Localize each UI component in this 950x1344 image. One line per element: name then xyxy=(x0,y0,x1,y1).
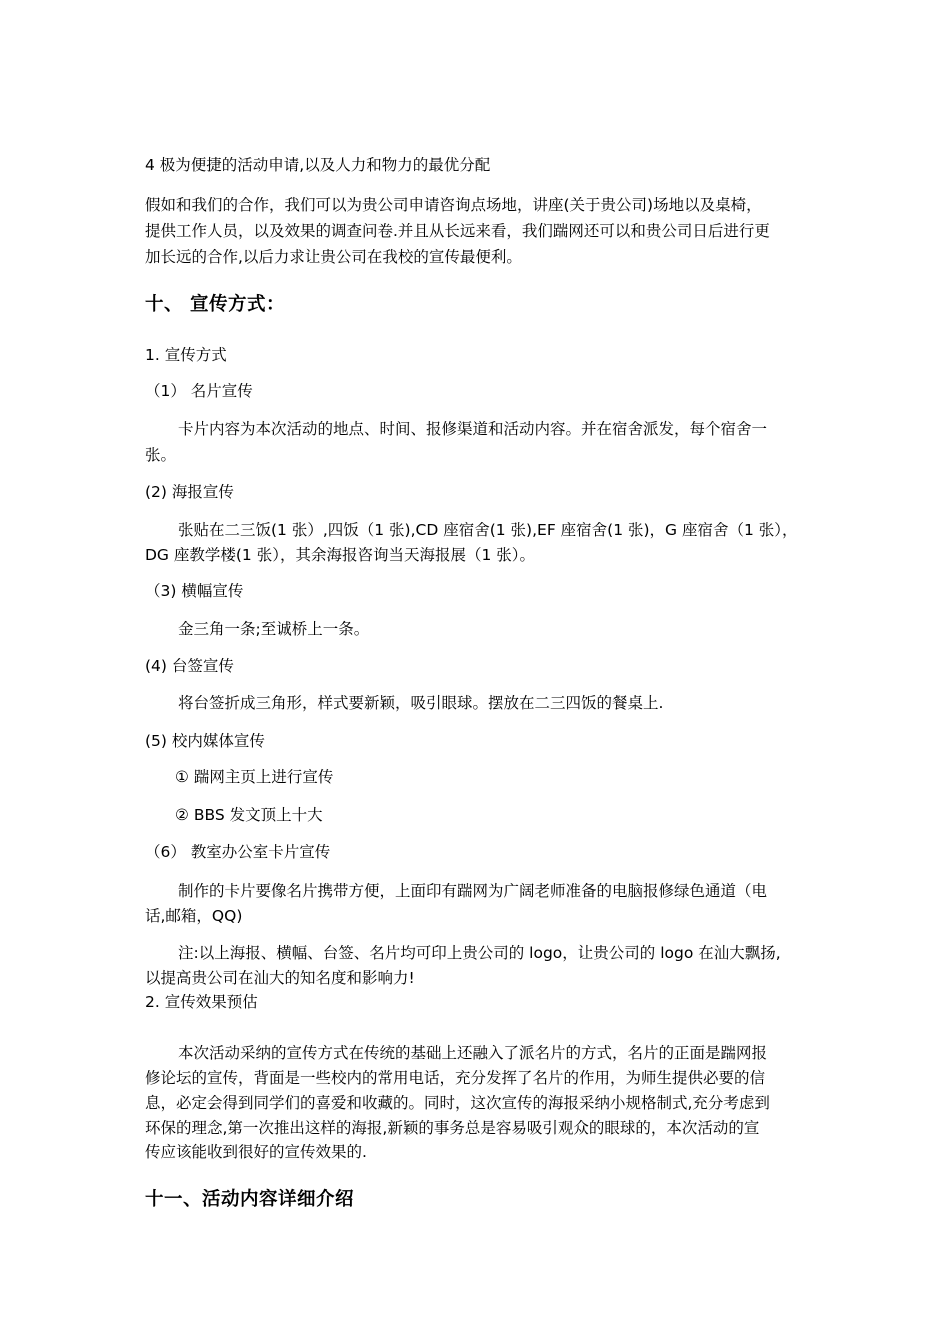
item-6-line-2: 话,邮箱，QQ) xyxy=(145,907,243,925)
subsection-1-title: 1. 宣传方式 xyxy=(145,346,227,364)
section-heading-10: 十、 宣传方式： xyxy=(145,294,285,315)
item-4-title: (4) 台签宣传 xyxy=(145,657,234,675)
item-2-title: (2) 海报宣传 xyxy=(145,483,234,501)
item-4-line-1: 将台签折成三角形，样式要新颖，吸引眼球。摆放在二三四饭的餐桌上. xyxy=(178,694,664,712)
list-point-4: 4 极为便捷的活动申请,以及人力和物力的最优分配 xyxy=(145,156,491,174)
note-line-1: 注:以上海报、横幅、台签、名片均可印上贵公司的 logo，让贵公司的 logo 在汕大飘扬, xyxy=(178,944,781,962)
item-3-line-1: 金三角一条;至诚桥上一条。 xyxy=(178,620,370,638)
item-5-title: (5) 校内媒体宣传 xyxy=(145,732,265,750)
item-2-line-1: 张贴在二三饭(1 张）,四饭（1 张),CD 座宿舍(1 张),EF 座宿舍(1 张)，G 座宿舍（1 张）， xyxy=(178,521,798,539)
effect-line-4: 环保的理念,第一次推出这样的海报,新颖的事务总是容易吸引观众的眼球的，本次活动的宣 xyxy=(145,1119,760,1137)
effect-line-2: 修论坛的宣传，背面是一些校内的常用电话，充分发挥了名片的作用，为师生提供必要的信 xyxy=(145,1069,766,1087)
subsection-2-title: 2. 宣传效果预估 xyxy=(145,993,258,1011)
effect-line-1: 本次活动采纳的宣传方式在传统的基础上还融入了派名片的方式，名片的正面是踹网报 xyxy=(178,1044,768,1062)
item-6-title: （6） 教室办公室卡片宣传 xyxy=(145,843,331,861)
note-line-2: 以提高贵公司在汕大的知名度和影响力! xyxy=(145,969,415,987)
effect-line-5: 传应该能收到很好的宣传效果的. xyxy=(145,1143,367,1161)
item-1-line-2: 张。 xyxy=(145,446,177,464)
item-1-title: （1） 名片宣传 xyxy=(145,382,253,400)
cooperation-line-1: 假如和我们的合作，我们可以为贵公司申请咨询点场地，讲座(关于贵公司)场地以及桌椅， xyxy=(145,196,762,214)
effect-line-3: 息，必定会得到同学们的喜爱和收藏的。同时，这次宣传的海报采纳小规格制式,充分考虑到 xyxy=(145,1094,770,1112)
item-1-line-1: 卡片内容为本次活动的地点、时间、报修渠道和活动内容。并在宿舍派发，每个宿舍一 xyxy=(178,420,768,438)
cooperation-line-2: 提供工作人员，以及效果的调查问卷.并且从长远来看，我们踹网还可以和贵公司日后进行更 xyxy=(145,222,770,240)
item-6-line-1: 制作的卡片要像名片携带方便，上面印有踹网为广阔老师准备的电脑报修绿色通道（电 xyxy=(178,882,768,900)
section-heading-11: 十一、活动内容详细介绍 xyxy=(145,1189,355,1210)
item-3-title: （3) 横幅宣传 xyxy=(145,582,244,600)
item-5-point-a: ① 踹网主页上进行宣传 xyxy=(175,768,334,786)
item-5-point-b: ② BBS 发文顶上十大 xyxy=(175,806,323,824)
item-2-line-2: DG 座教学楼(1 张），其余海报咨询当天海报展（1 张）。 xyxy=(145,546,535,564)
cooperation-line-3: 加长远的合作,以后力求让贵公司在我校的宣传最便利。 xyxy=(145,248,522,266)
